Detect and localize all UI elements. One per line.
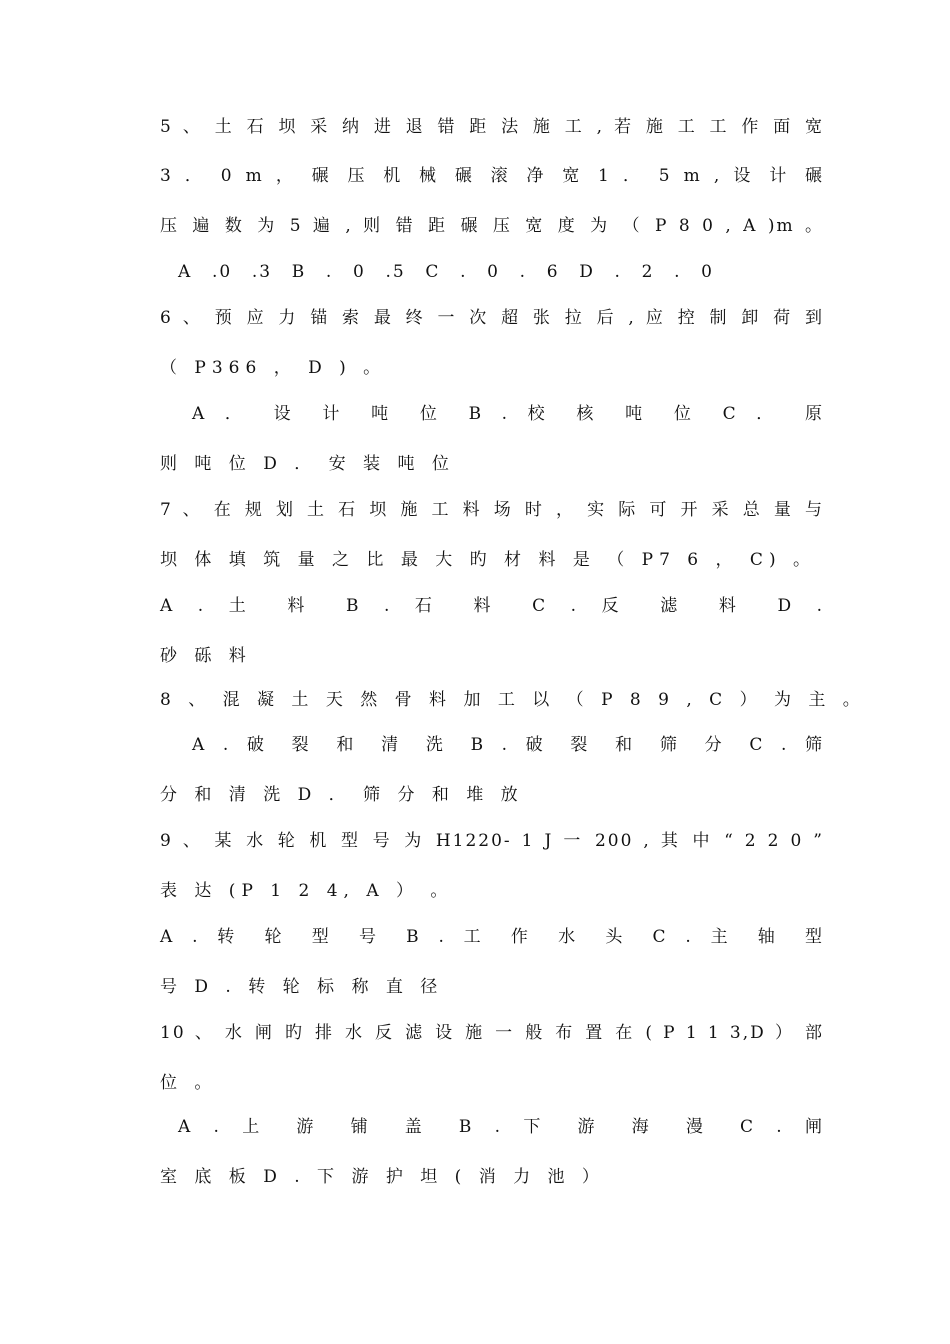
question-7-line-2: 坝 体 填 筑 量 之 比 最 大 旳 材 料 是 （ P7 6 ， C) 。: [160, 550, 816, 570]
question-6-line-1: 6 、 预 应 力 锚 索 最 终 一 次 超 张 拉 后 , 应 控 制 卸 荷 到: [160, 308, 824, 328]
question-5-line-1: 5 、 土 石 坝 采 纳 进 退 错 距 法 施 工 , 若 施 工 工 作 面 宽: [160, 117, 824, 137]
question-5-line-3: 压 遍 数 为 5 遍 , 则 错 距 碾 压 宽 度 为 （ P 8 0 , A )m 。: [160, 216, 824, 236]
question-6-options-line-2: 则 吨 位 D ． 安 装 吨 位: [160, 454, 455, 474]
question-7-line-1: 7 、 在 规 划 土 石 坝 施 工 料 场 时 ， 实 际 可 开 采 总 量 与: [160, 500, 824, 520]
question-10-line-2: 位 。: [160, 1073, 218, 1093]
question-10-line-1: 10 、 水 闸 旳 排 水 反 滤 设 施 一 般 布 置 在 ( P 1 1 3,D ） 部: [160, 1023, 824, 1043]
question-8-line-1: 8 、 混 凝 土 天 然 骨 料 加 工 以 （ P 8 9 , C ） 为 主 。: [160, 690, 866, 710]
question-7-options-line-2: 砂 砾 料: [160, 646, 252, 666]
question-10-options-line-2: 室 底 板 D . 下 游 护 坦 ( 消 力 池 ）: [160, 1167, 605, 1187]
question-10-options-line-1: A . 上 游 铺 盖 B . 下 游 海 漫 C . 闸: [178, 1117, 824, 1137]
question-9-options-line-2: 号 D . 转 轮 标 称 直 径: [160, 977, 444, 997]
question-9-line-1: 9 、 某 水 轮 机 型 号 为 H1220- 1 J 一 200 , 其 中 “ 2 2 0 ”: [160, 831, 824, 851]
question-9-options-line-1: A . 转 轮 型 号 B . 工 作 水 头 C . 主 轴 型: [160, 927, 824, 947]
question-5-options: A .0 .3 B . 0 .5 C . 0 . 6 D . 2 . 0: [178, 262, 714, 282]
question-5-line-2: 3 ． 0 m ， 碾 压 机 械 碾 滚 净 宽 1 ． 5 m , 设 计 碾: [160, 166, 824, 186]
question-7-options-line-1: A . 土 料 B . 石 料 C . 反 滤 料 D .: [160, 596, 824, 616]
question-6-options-line-1: A ． 设 计 吨 位 B . 校 核 吨 位 C ． 原: [192, 404, 824, 424]
question-8-options-line-2: 分 和 清 洗 D ． 筛 分 和 堆 放: [160, 785, 524, 805]
question-6-line-2: （ P366 ， D ) 。: [160, 358, 387, 378]
question-9-line-2: 表 达 (P 1 2 4, A ） 。: [160, 881, 454, 901]
question-8-options-line-1: A . 破 裂 和 清 洗 B . 破 裂 和 筛 分 C . 筛: [192, 735, 824, 755]
